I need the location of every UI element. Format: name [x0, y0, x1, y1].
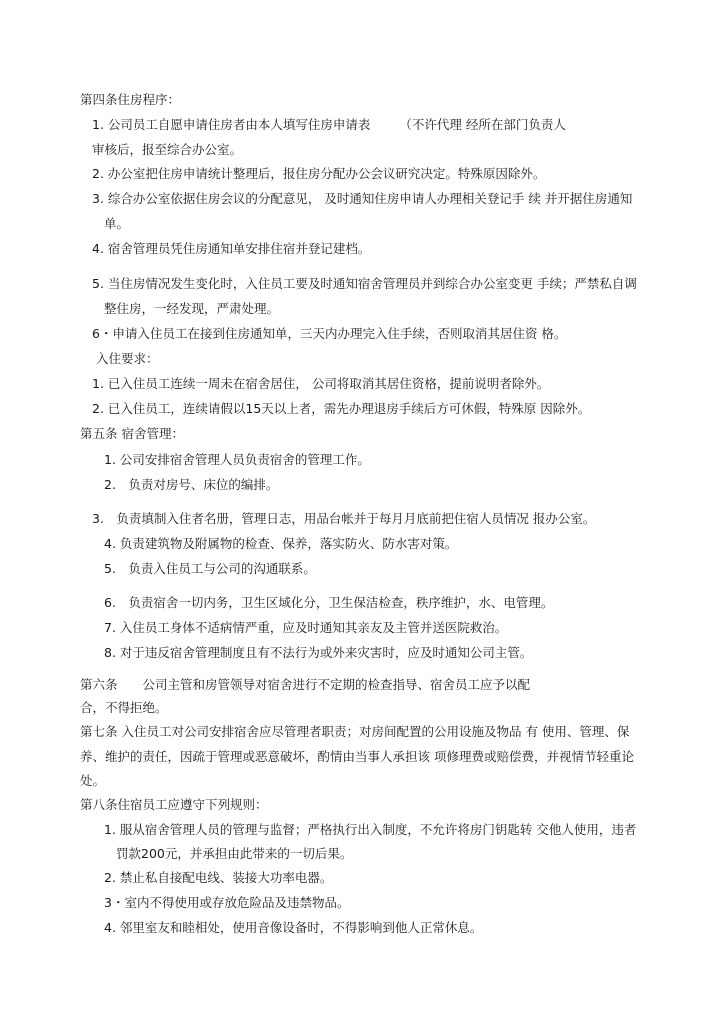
text-line: 合，不得拒绝。	[80, 700, 168, 715]
text-line: 2. 负责对房号、床位的编排。	[104, 477, 279, 492]
article-8-heading: 第八条住宿员工应遵守下列规则：	[80, 797, 268, 812]
text-line: 1. 公司员工自愿申请住房者由本人填写住房申请表 （不许代理 经所在部门负责人	[92, 117, 566, 132]
text-line: 审核后，报至综合办公室。	[92, 142, 243, 157]
text-line: 7. 入住员工身体不适病情严重，应及时通知其亲友及主管并送医院救治。	[104, 620, 508, 635]
text-line: 单。	[104, 216, 130, 231]
text-line: 3. 综合办公室依据住房会议的分配意见， 及时通知住房申请人办理相关登记手 续 并开据住房通知	[92, 191, 633, 206]
article-7-heading: 第七条 入住员工对公司安排宿舍应尽管理者职责；对房间配置的公用设施及物品 有 使用、管理、保	[80, 724, 630, 739]
article-4-heading: 第四条住房程序：	[80, 92, 181, 107]
article-5-heading: 第五条 宿舍管理：	[80, 426, 184, 441]
text-line: 2. 办公室把住房申请统计整理后，报住房分配办公会议研究决定。特殊原因除外。	[92, 166, 546, 181]
text-line: 2. 禁止私自接配电线、装接大功率电器。	[104, 870, 333, 885]
text-line: 4. 邻里室友和睦相处，使用音像设备时，不得影响到他人正常休息。	[104, 920, 483, 935]
text-line: 1. 服从宿舍管理人员的管理与监督；严格执行出入制度，不允许将房门钥匙转 交他人使用，违者	[104, 822, 637, 837]
text-line: 养、维护的责任，因疏于管理或恶意破坏，酌情由当事人承担该 项修理费或赔偿费，并视情节轻重论	[80, 749, 634, 764]
text-line: 5. 当住房情况发生变化时，入住员工要及时通知宿舍管理员并到综合办公室变更 手续；严禁私自调	[92, 276, 637, 291]
text-line: 4. 宿舍管理员凭住房通知单安排住宿并登记建档。	[92, 241, 371, 256]
text-line: 处。	[80, 773, 106, 788]
article-6-heading: 第六条 公司主管和房管领导对宿舍进行不定期的检查指导、宿舍员工应予以配	[80, 677, 531, 692]
text-line: 1. 公司安排宿舍管理人员负责宿舍的管理工作。	[104, 452, 370, 467]
text-line: 3・室内不得使用或存放危险品及违禁物品。	[104, 895, 350, 910]
text-line: 罚款200元，并承担由此带来的一切后果。	[116, 846, 353, 861]
text-line: 4. 负责建筑物及附属物的检查、保养，落实防火、防水害对策。	[104, 536, 458, 551]
subheading: 入住要求：	[96, 351, 159, 366]
text-line: 整住房，一经发现，严肃处理。	[104, 301, 280, 316]
text-line: 2. 已入住员工，连续请假以15天以上者，需先办理退房手续后方可休假，特殊原 因除外。	[92, 401, 591, 416]
text-line: 6. 负责宿舍一切内务，卫生区域化分，卫生保洁检查，秩序维护，水、电管理。	[104, 595, 554, 610]
text-line: 6・申请入住员工在接到住房通知单，三天内办理完入住手续，否则取消其居住资 格。	[92, 326, 567, 341]
text-line: 8. 对于违反宿舍管理制度且有不法行为或外来灾害时，应及时通知公司主管。	[104, 645, 533, 660]
text-line: 5. 负责入住员工与公司的沟通联系。	[104, 561, 316, 576]
text-line: 3. 负责填制入住者名册，管理日志，用品台帐并于每月月底前把住宿人员情况 报办公室。	[92, 511, 596, 526]
text-line: 1. 已入住员工连续一周未在宿舍居住， 公司将取消其居住资格，提前说明者除外。	[92, 376, 550, 391]
